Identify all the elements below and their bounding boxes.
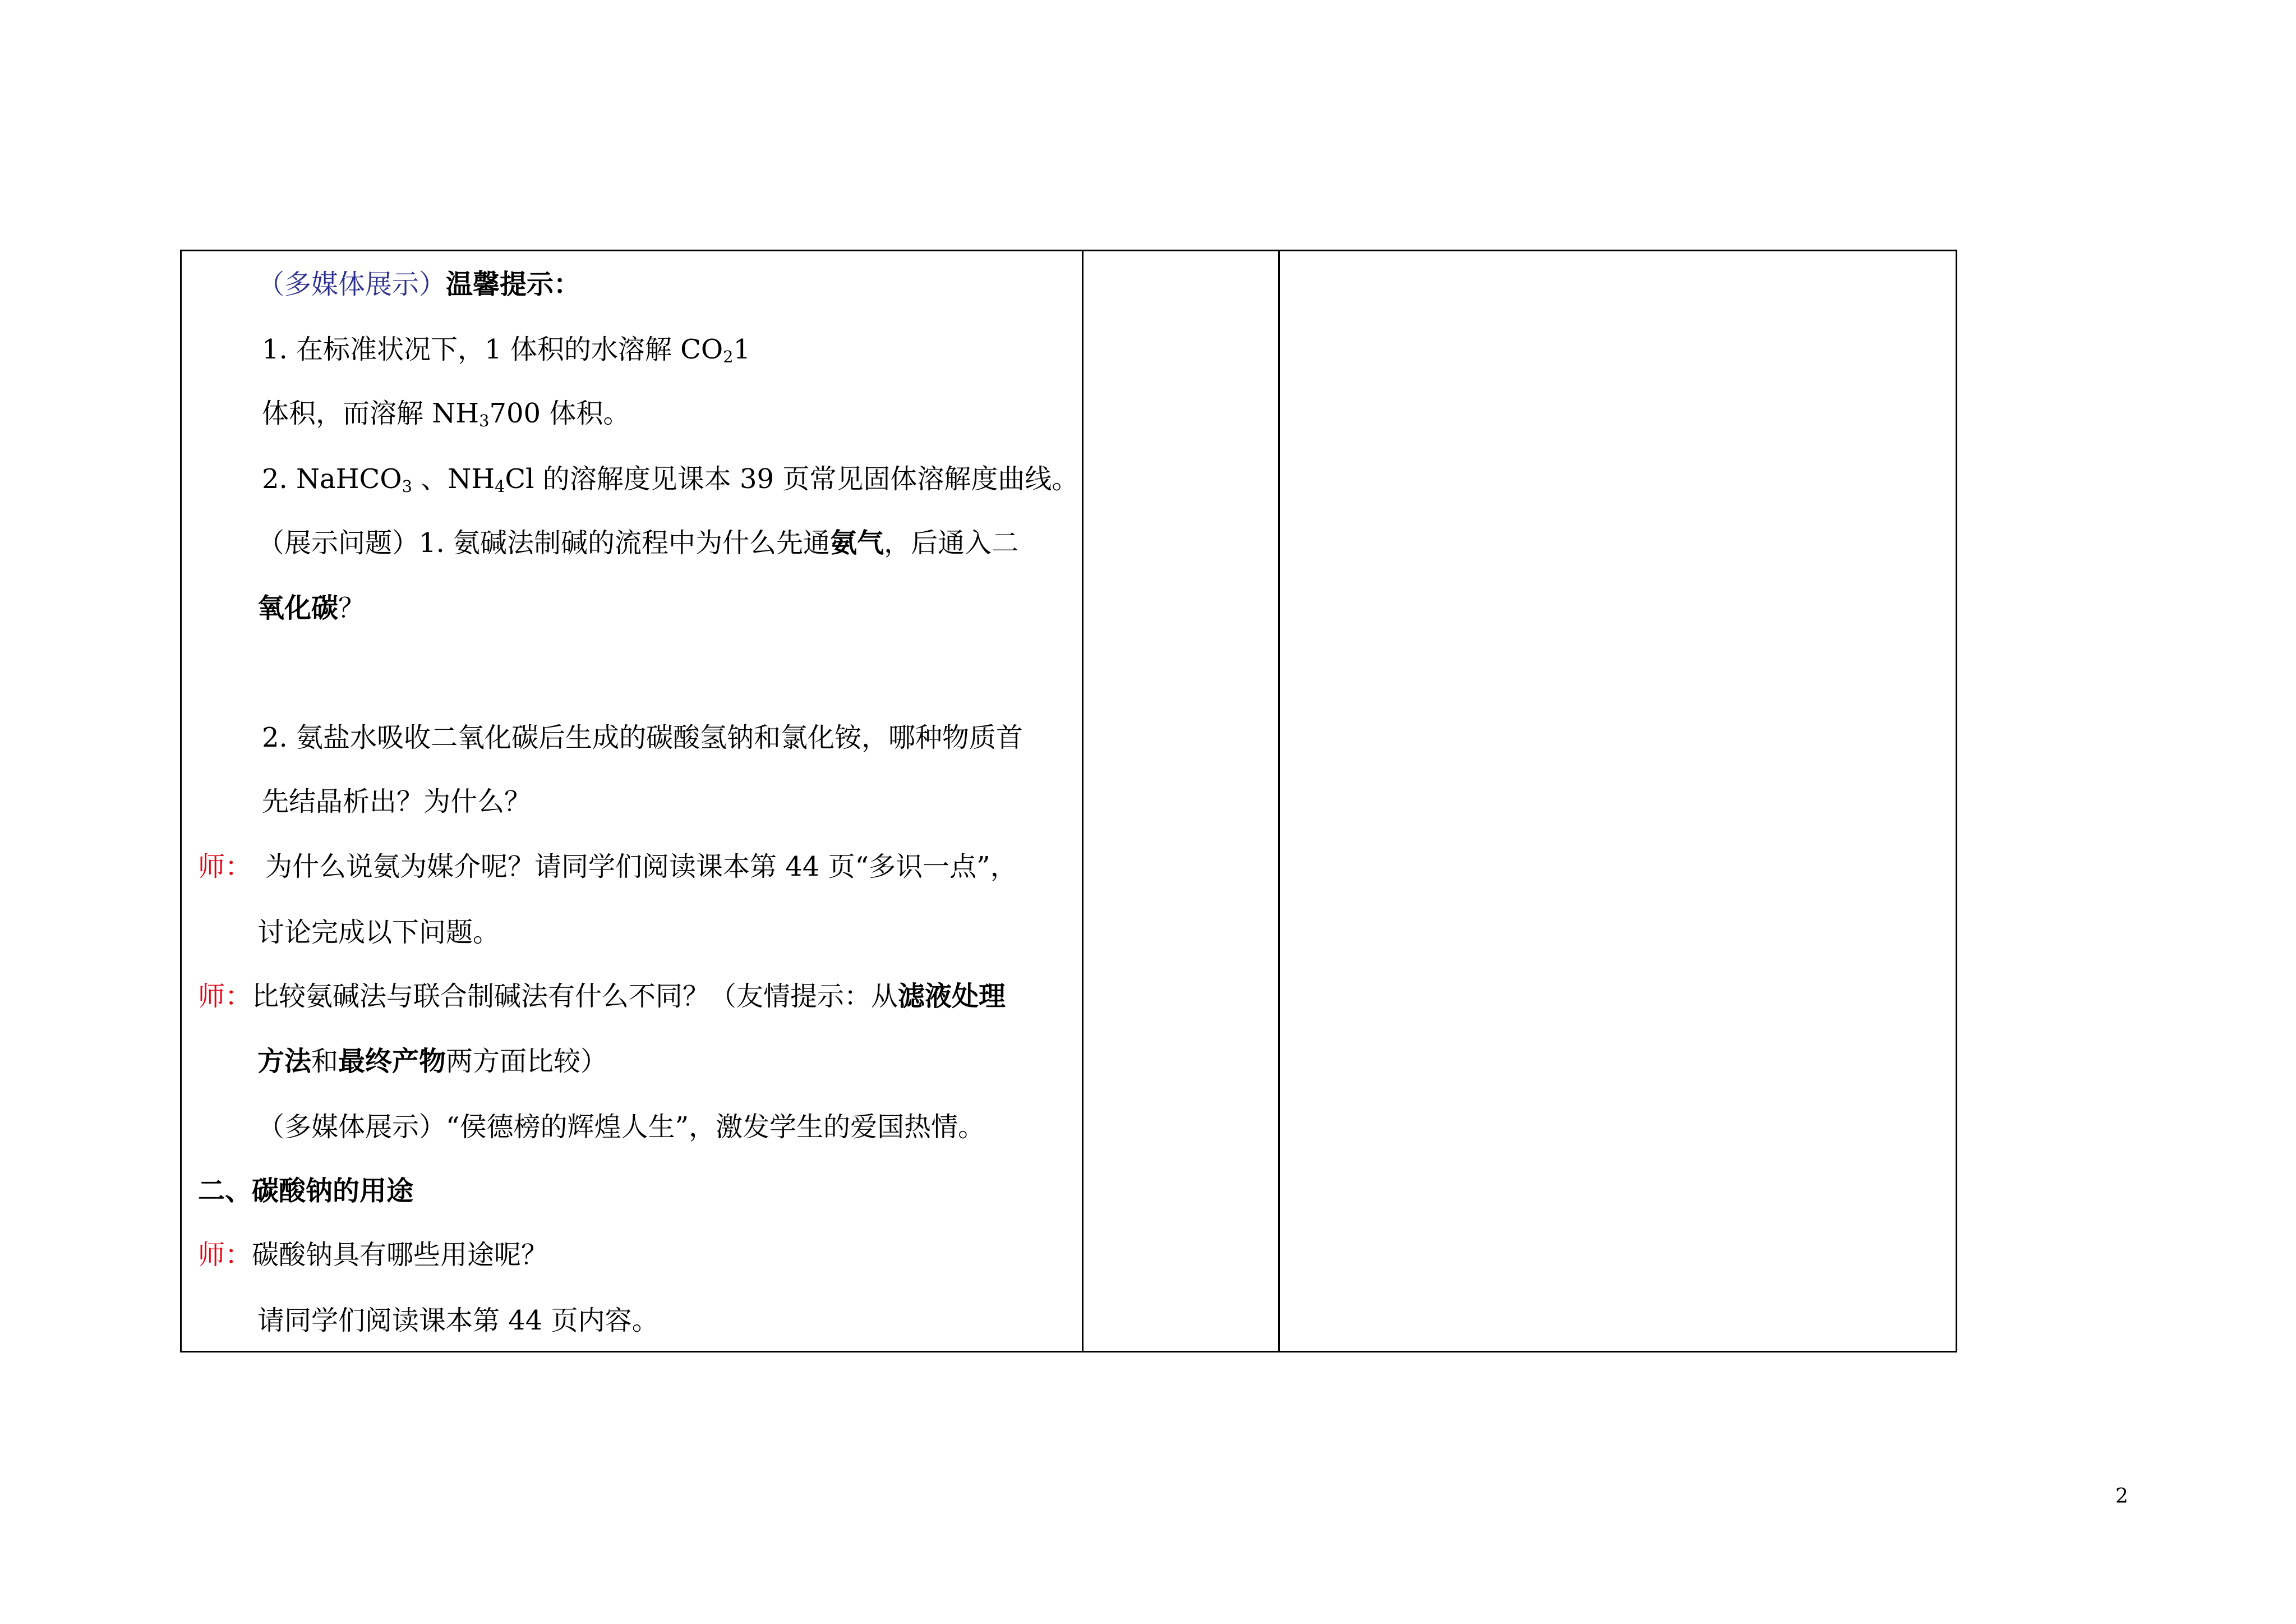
text-segment: 和: [311, 1046, 339, 1077]
text-line: [262, 462, 1078, 496]
text-line: [257, 268, 580, 301]
text-line: [257, 526, 1018, 560]
text-segment: 碳酸钠具有哪些用途呢？: [252, 1239, 548, 1271]
teacher-label: 师：: [198, 851, 252, 882]
table-cell-empty: [1084, 251, 1280, 1351]
text-line: [257, 915, 500, 949]
text-segment: 为什么说氨为媒介呢？请同学们阅读课本第 44 页“多识一点”，: [265, 851, 1017, 882]
text-segment: 先结晶析出？为什么？: [262, 786, 532, 817]
tip-heading: 温馨提示：: [446, 269, 581, 300]
text-line: [198, 850, 1017, 884]
bold-term: 滤液处理: [898, 981, 1006, 1012]
text-line: [257, 1110, 985, 1144]
bold-term: 最终产物: [338, 1046, 446, 1077]
table-cell-empty: [1280, 251, 1956, 1351]
teacher-label: 师：: [198, 981, 252, 1012]
text-line: [257, 1304, 659, 1337]
text-line: [198, 1174, 413, 1208]
text-segment: 讨论完成以下问题。: [257, 917, 500, 948]
table-cell-content: [182, 251, 1084, 1351]
text-line: [198, 979, 1006, 1013]
media-label: （多媒体展示）: [257, 269, 446, 300]
text-segment: 体积，而溶解 NH: [262, 398, 480, 429]
bold-term: 氧化碳: [257, 592, 339, 624]
text-line: [257, 591, 365, 625]
bold-term: 方法: [257, 1046, 312, 1077]
text-segment: （展示问题）1. 氨碱法制碱的流程中为什么先通: [257, 527, 831, 559]
subscript: 4: [495, 477, 505, 496]
text-segment: 2. 氨盐水吸收二氧化碳后生成的碳酸氢钠和氯化铵，哪种物质首: [262, 722, 1023, 753]
subscript: 3: [402, 477, 412, 496]
text-line: [257, 1045, 607, 1078]
text-line: [262, 785, 531, 818]
text-segment: ？: [338, 592, 366, 624]
subscript: 3: [479, 411, 490, 431]
text-segment: 、NH: [412, 463, 495, 495]
text-segment: 1: [733, 334, 751, 365]
text-segment: Cl 的溶解度见课本 39 页常见固体溶解度曲线。: [505, 463, 1079, 495]
text-segment: ，后通入二: [884, 527, 1019, 559]
text-segment: 两方面比较）: [446, 1046, 608, 1077]
text-segment: 1. 在标准状况下，1 体积的水溶解 CO: [262, 334, 723, 365]
text-line: [262, 721, 1023, 755]
bold-term: 氨气: [830, 527, 884, 559]
text-segment: 700 体积。: [489, 398, 630, 429]
text-line: [198, 1238, 548, 1272]
text-line: [262, 397, 630, 430]
text-segment: （多媒体展示）“侯德榜的辉煌人生”，激发学生的爱国热情。: [257, 1111, 985, 1143]
teacher-label: 师：: [198, 1239, 252, 1271]
text-segment: 2. NaHCO: [262, 463, 402, 495]
text-segment: 请同学们阅读课本第 44 页内容。: [257, 1305, 659, 1336]
text-segment: 比较氨碱法与联合制碱法有什么不同？（友情提示：从: [252, 981, 898, 1012]
section-heading: 二、碳酸钠的用途: [198, 1175, 414, 1207]
page-number: 2: [2115, 1485, 2128, 1508]
subscript: 2: [723, 347, 734, 367]
lesson-table: [180, 250, 1957, 1352]
text-line: [262, 333, 750, 366]
